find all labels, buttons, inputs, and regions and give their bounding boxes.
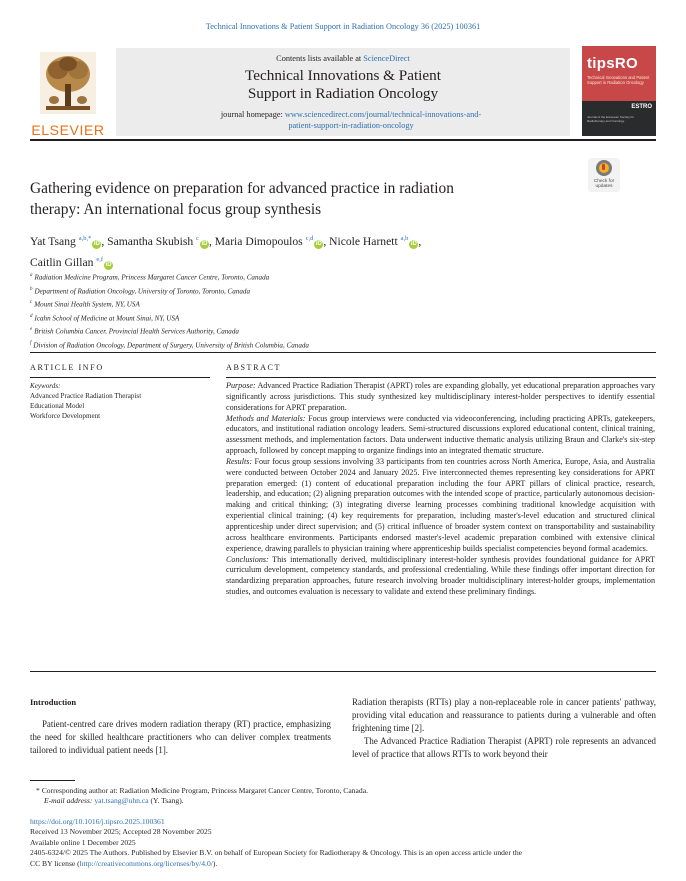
journal-name [116,67,570,103]
orcid-icon[interactable]: iD [105,261,112,268]
author-name[interactable]: Caitlin Gillan [30,255,94,269]
affiliation-text: Icahn School of Medicine at Mount Sinai, NY, USA [34,314,180,323]
abstract-methods [226,414,655,457]
author-affiliation-marks[interactable]: a,b,* [78,235,92,242]
abstract-methods-text: Focus group interviews were conducted via videoconferencing, including practicing APRTs, gatekeepers, educators, and institutional radiation oncology leaders. Semi-structured discussions explored educational content, clinical training, assessment methods, and implementation factors. Data underwent inductive thematic analysis utilizing Braun and Clarke's six-step approach, followed by concept mapping to organize findings into an integrated thematic structure. [226,413,655,456]
author[interactable] [107,235,215,248]
orcid-icon[interactable]: iD [315,240,322,247]
online-date: Available online 1 December 2025 [30,837,136,847]
keyword-item[interactable]: Advanced Practice Radiation Therapist [30,391,142,400]
abstract-purpose [226,381,655,414]
author-affiliation-marks[interactable]: c,d [305,235,314,242]
affiliation-letter: a [30,273,33,278]
abstract-purpose-text: Advanced Practice Radiation Therapist (APRT) roles are expanding globally, yet educational preparation approaches vary significantly across jurisdictions. This study synthesized key multidisciplinary interest-holder perspectives to identify essential considerations for APRT preparation. [226,381,655,412]
section-rule [30,352,656,353]
abstract-body [226,381,655,598]
abstract-rule [226,377,656,378]
abstract-methods-label: Methods and Materials: [226,413,306,423]
author-list [30,230,630,272]
affiliation-text: Radiation Medicine Program, Princess Margaret Cancer Centre, Toronto, Canada [34,273,270,282]
footnote-rule [30,780,75,781]
keyword-item[interactable]: Educational Model [30,401,85,410]
affiliation-letter: b [30,286,33,292]
affiliation-item [30,284,630,298]
running-header[interactable]: Technical Innovations & Patient Support in Radiation Oncology 36 (2025) 100361 [205,22,481,31]
author-name[interactable]: Nicole Harnett [329,234,398,248]
abstract-results [226,457,655,555]
email-suffix: (Y. Tsang). [148,796,184,805]
doi-link[interactable]: https://doi.org/10.1016/j.tipsro.2025.100361 [30,817,165,826]
author-name[interactable]: Maria Dimopoulos [214,234,303,248]
check-updates-icon [596,160,612,176]
license-link[interactable]: http://creativecommons.org/licenses/by/4.0/ [79,858,213,868]
affiliation-item [30,297,630,311]
homepage-link-line2[interactable]: patient-support-in-radiation-oncology [288,121,414,130]
affiliation-letter: d [30,313,33,319]
affiliation-text: Mount Sinai Health System, NY, USA [34,300,140,309]
body-paragraph: Radiation therapists (RTTs) play a non-replaceable role in cancer patients' pathway, providing vital education and reassurance to patients during a vulnerable and often frightening time [2]. [352,697,656,733]
contents-prefix: Contents lists available at [276,54,364,63]
author-separator: , [208,234,215,248]
introduction-heading: Introduction [30,697,77,707]
author-affiliation-marks[interactable]: e,f [96,255,104,263]
check-updates-label [588,179,620,189]
affiliation-letter: e [30,327,33,333]
author-separator: , [418,234,422,248]
abstract-conclusions-label: Conclusions: [226,554,269,564]
orcid-icon[interactable]: iD [201,240,208,247]
article-title-line1: Gathering evidence on preparation for advanced practice in radiation [30,180,454,197]
affiliation-text: Division of Radiation Oncology, Department of Surgery, University of British Columbia, Canada [33,341,309,350]
journal-masthead [30,46,656,139]
check-updates-line2: updates [595,184,613,190]
journal-cover-thumbnail[interactable] [582,46,656,136]
publisher-name: ELSEVIER [31,122,105,138]
check-for-updates-button[interactable] [588,158,620,192]
abstract-conclusions [226,555,655,598]
keywords-label: Keywords: [30,382,61,390]
cover-logo: tipsRO [587,55,638,72]
homepage-prefix: journal homepage: [220,110,285,119]
journal-homepage [136,109,566,131]
article-info-rule [30,377,210,378]
abstract-purpose-label: Purpose: [226,381,256,390]
affiliation-text: Department of Radiation Oncology, University of Toronto, Toronto, Canada [34,286,251,295]
abstract-conclusions-text: This internationally derived, multidisciplinary interest-holder synthesis provides foundational guidance for APRT curriculum development, competency standards, and professional credentialing. While these findings offer important direction for standardizing preparation approaches, future research involving broader multidisciplinary interest-holder groups, implementation studies, and outcomes evaluation is necessary to validate and extend these preliminary findings. [226,554,655,597]
affiliation-item [30,311,630,325]
elsevier-tree-icon [40,52,96,114]
journal-title-box [116,48,570,136]
author[interactable] [215,235,329,248]
check-updates-line1: Check for [593,179,615,184]
affiliation-list [30,270,630,351]
body-left-column [30,718,331,757]
license-line: 2405-6324/© 2025 The Authors. Published by Elsevier B.V. on behalf of European Society for Radiotherapy & Oncology. This is an open access article under the [30,848,523,858]
cover-footer-text: Journal of the European Society for Radiotherapy and Oncology [587,115,635,123]
received-dates: Received 13 November 2025; Accepted 28 November 2025 [30,827,212,837]
cover-journal-name: Technical Innovations and Patient Support in Radiation Oncology [587,75,650,85]
author-affiliation-marks[interactable]: a,b [400,235,409,242]
body-right-column [352,696,656,761]
email-link[interactable]: yat.tsang@uhn.ca [94,796,149,805]
author[interactable] [30,256,113,269]
body-paragraph: Patient-centred care drives modern radiation therapy (RT) practice, emphasizing the need for skilled healthcare practitioners who can deliver complex treatments tailored to individual patient needs [1]. [30,719,331,755]
orcid-icon[interactable]: iD [93,240,100,247]
body-paragraph: The Advanced Practice Radiation Therapist (APRT) role represents an advanced level of practice that allows RTTs to work beyond their [352,736,656,759]
affiliation-item [30,270,630,284]
abstract-heading: ABSTRACT [226,363,282,372]
cover-society: ESTRO [631,104,652,110]
email-line [30,796,650,806]
masthead-rule [30,139,656,141]
affiliation-text: British Columbia Cancer, Provincial Health Services Authority, Canada [34,327,239,336]
license-prefix: CC BY license ( [30,858,80,868]
author-name[interactable]: Yat Tsang [30,234,76,248]
author-separator: , [101,234,108,248]
author-affiliation-marks[interactable]: c [196,235,199,242]
affiliation-item [30,338,630,352]
article-title [30,178,560,220]
license-suffix: ). [212,858,218,868]
orcid-icon[interactable]: iD [410,240,417,247]
corresponding-author-footnote [30,786,650,806]
contents-line [116,54,570,63]
keyword-item[interactable]: Workforce Development [30,411,101,420]
article-info-heading: ARTICLE INFO [30,363,104,372]
cover-strip [582,101,656,136]
article-title-line2: therapy: An international focus group synthesis [30,201,322,218]
abstract-results-label: Results: [226,456,253,466]
article-meta [30,817,656,869]
author-name[interactable]: Samantha Skubish [107,234,194,248]
keywords-block [30,382,210,422]
abstract-bottom-rule [30,671,656,672]
affiliation-item [30,324,630,338]
author-separator: , [323,234,330,248]
sciencedirect-link[interactable]: ScienceDirect [363,54,410,63]
author[interactable] [30,235,107,248]
license-link-line [30,859,656,869]
email-label: E-mail address: [44,796,95,805]
affiliation-letter: f [30,340,32,346]
corresponding-author-text: * Corresponding author at: Radiation Medicine Program, Princess Margaret Cancer Centre, Toronto, Canada. [36,786,368,795]
elsevier-logo[interactable] [30,50,106,136]
homepage-link-line1[interactable]: www.sciencedirect.com/journal/technical-innovations-and- [284,110,482,119]
abstract-results-text: Four focus group sessions involving 33 participants from ten countries across North America, Europe, Asia, and Australia were conducted between October 2024 and January 2025. Five interconnected themes representing key considerations for APRT preparation emerged: (1) content of educational preparation including the four APRT pillars of clinical practice, research, leadership, and education; (2) aligning preparation outcomes with the intended scope of practice, particularly autonomous decision-making and critical thinking; (3) integrating diverse learning processes combining traditional knowledge acquisition with experiential clinical training; (4) key requirements for preparation, including master's-level education and structured clinical apprenticeship under direct supervision; and (5) critical influence of broader system context on transportability and sustainability across healthcare environments. Participants endorsed master's-level academic preparation combined with extensive clinical experience, drawing parallels to physician training where apprenticeship builds specialist competencies beyond formal academics. [226,456,655,553]
author[interactable] [329,235,421,248]
journal-name-line1: Technical Innovations & Patient [245,67,441,84]
affiliation-letter: c [30,300,33,306]
journal-name-line2: Support in Radiation Oncology [247,85,439,102]
